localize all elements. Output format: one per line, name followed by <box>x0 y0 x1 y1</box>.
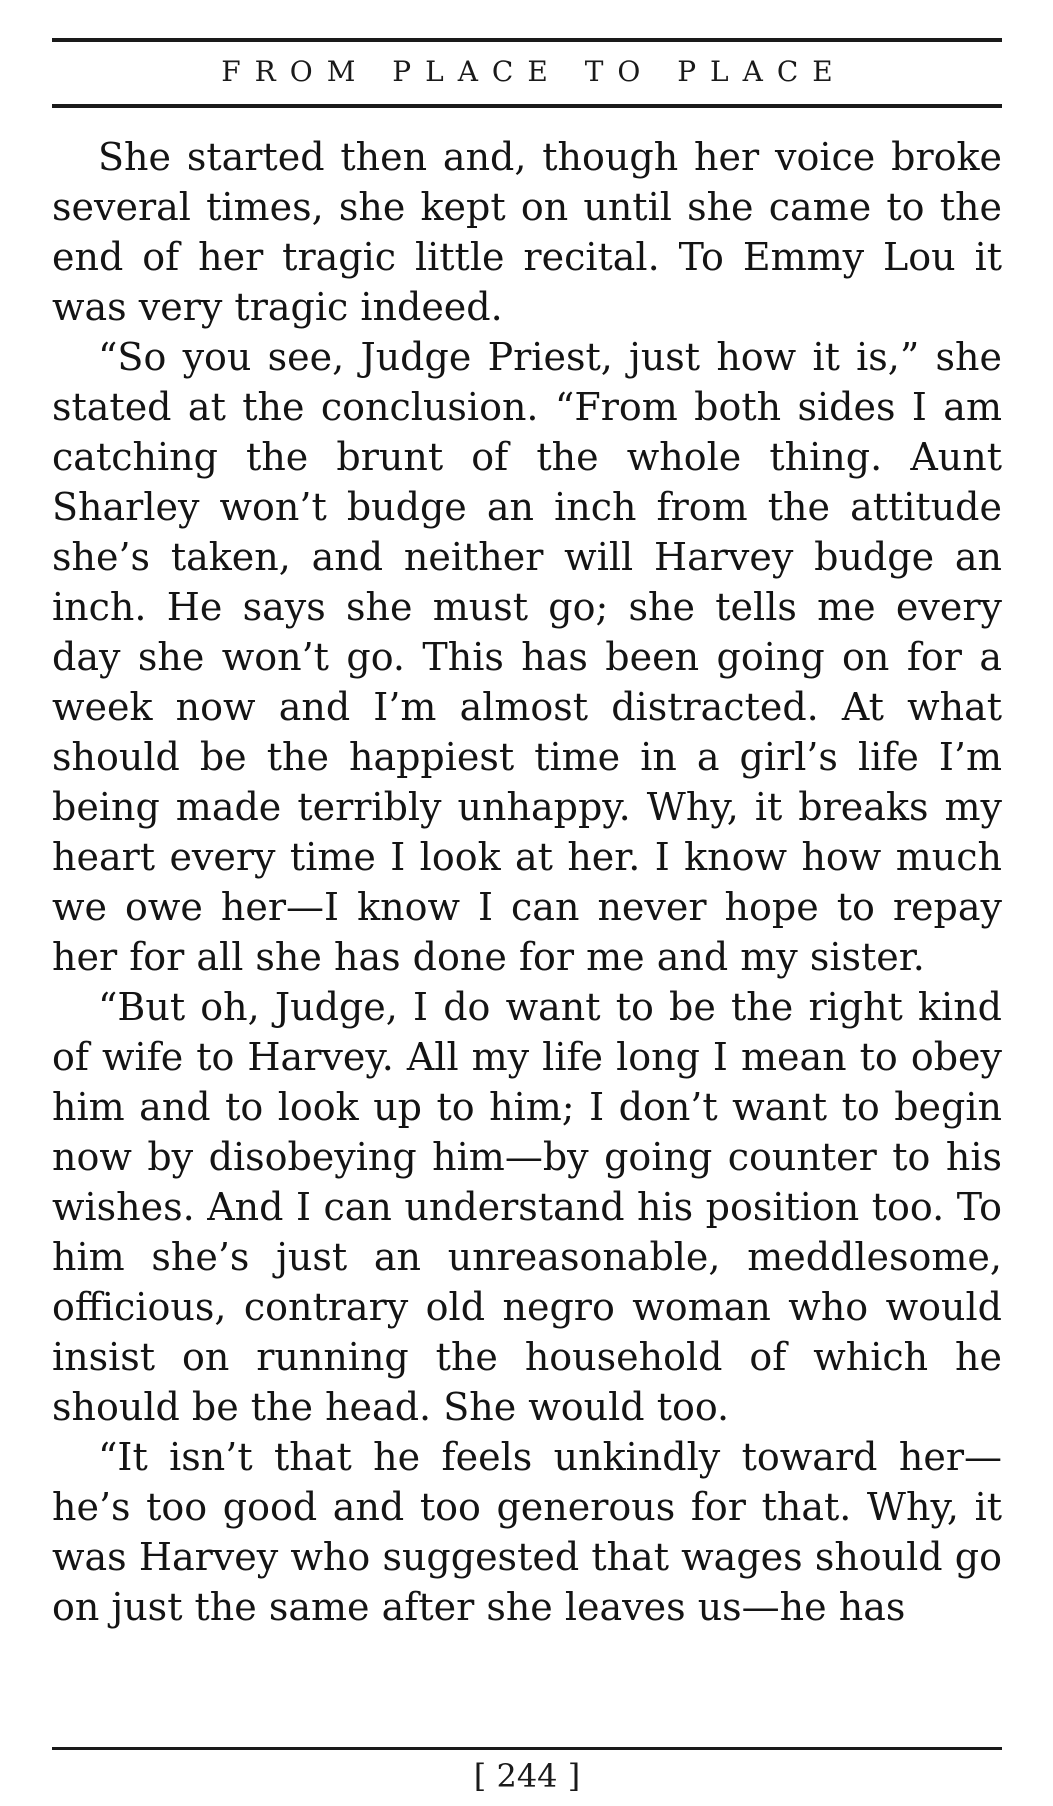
footer-rule <box>52 1747 1002 1750</box>
paragraph: “But oh, Judge, I do want to be the right kind of wife to Harvey. All my life long I mean to obey him and to look up to him; I don’t want to begin now by disobeying him—by going counter to his wishes. And I can understand his position too. To him she’s just an unreasonable, meddlesome, officious, contrary old negro woman who would insist on running the household of which he should be the head. She would too. <box>52 985 1002 1429</box>
paragraph: “So you see, Judge Priest, just how it is,” she stated at the conclusion. “From both sides I am catching the brunt of the whole thing. Aunt Sharley won’t budge an inch from the attitude she’s taken, and neither will Harvey budge an inch. He says she must go; she tells me every day she won’t go. This has been going on for a week now and I’m almost distracted. At what should be the happiest time in a girl’s life I’m being made terribly unhappy. Why, it breaks my heart every time I look at her. I know how much we owe her—I know I can never hope to repay her for all she has done for me and my sister. <box>52 335 1002 979</box>
header-rule-bottom <box>52 104 1002 108</box>
header-rule-top <box>52 38 1002 42</box>
page-number: [ 244 ] <box>473 1757 581 1795</box>
running-head: FROM PLACE TO PLACE <box>221 55 847 88</box>
paragraph: She started then and, though her voice broke several times, she kept on until she came to the end of her tragic little recital. To Emmy Lou it was very tragic indeed. <box>52 135 1002 329</box>
paragraph: “It isn’t that he feels unkindly toward her—he’s too good and too generous for that. Why, it was Harvey who suggested that wages should go on just the same after she leaves us—he has <box>52 1435 1002 1629</box>
body-text <box>52 132 1002 1632</box>
